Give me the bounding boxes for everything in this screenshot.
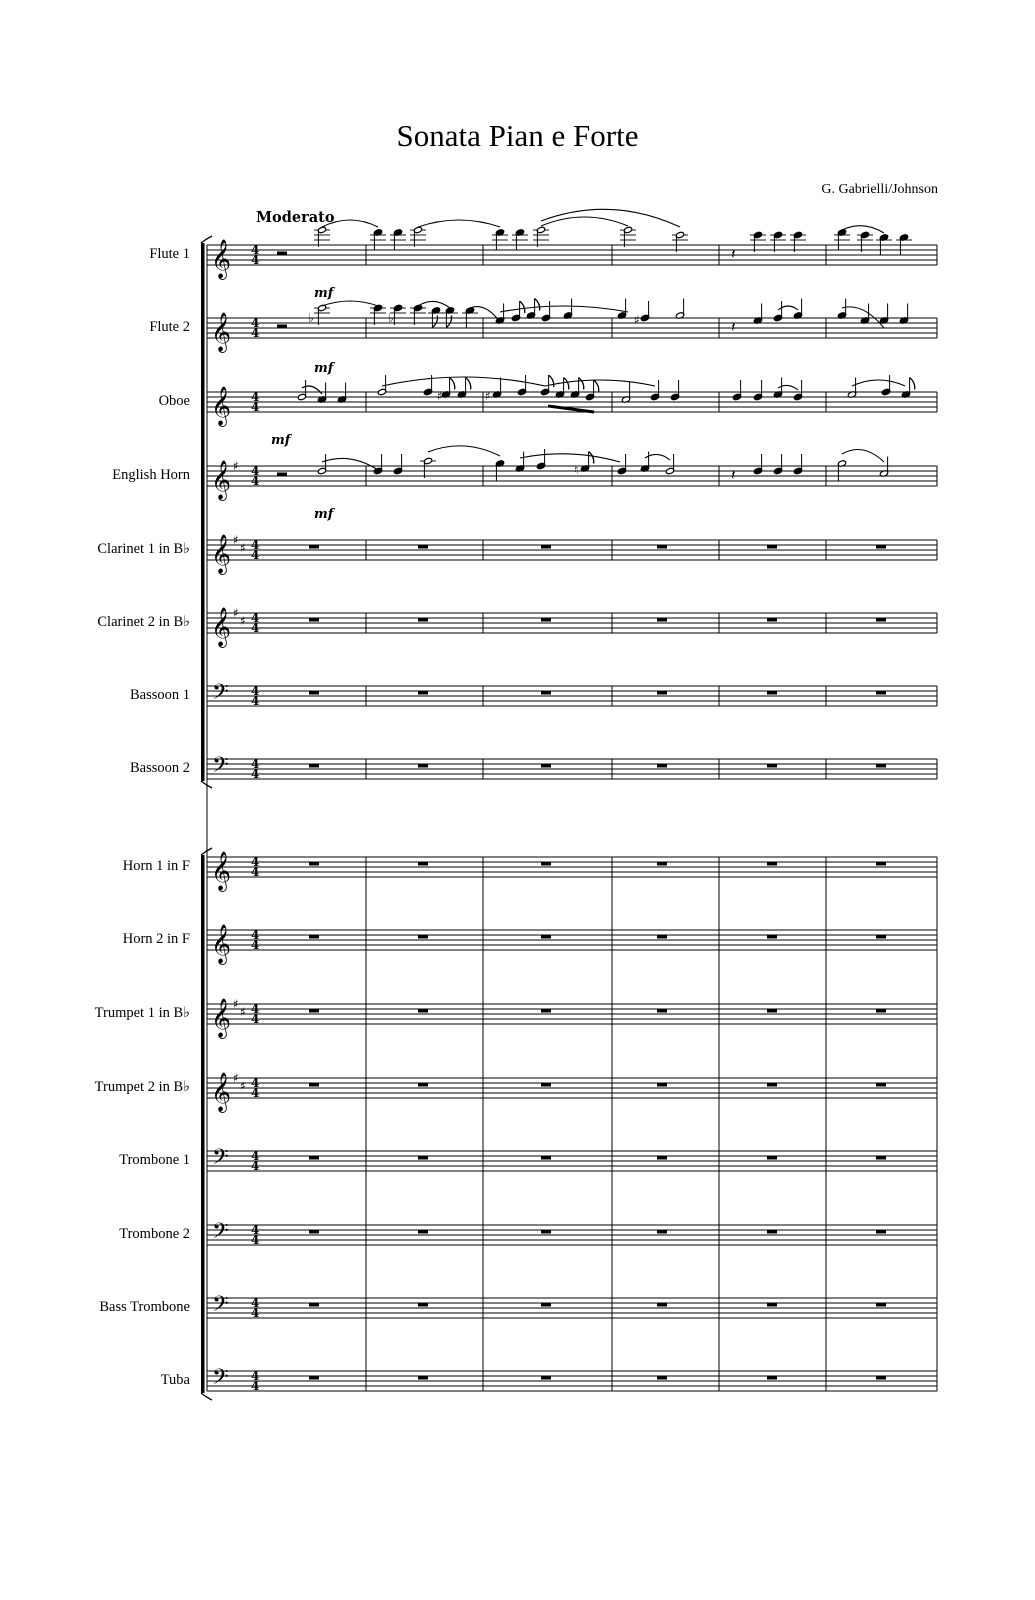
whole-rest bbox=[767, 691, 777, 695]
accidental-sharp: ♯ bbox=[634, 313, 640, 327]
note-flag bbox=[594, 380, 599, 392]
whole-rest bbox=[418, 545, 428, 549]
bracket-hook bbox=[201, 1393, 212, 1400]
slur bbox=[418, 220, 500, 227]
whole-rest bbox=[876, 1303, 886, 1307]
time-signature-numerator: 4 bbox=[251, 1002, 260, 1016]
key-signature-sharp: ♯ bbox=[240, 1079, 246, 1093]
time-signature-numerator: 4 bbox=[251, 684, 260, 698]
slur bbox=[322, 301, 378, 306]
bracket bbox=[201, 243, 205, 781]
note-flag bbox=[520, 301, 525, 313]
slur bbox=[428, 446, 500, 456]
whole-rest bbox=[657, 764, 667, 768]
treble-clef-icon: 𝄞 bbox=[211, 607, 232, 647]
treble-clef-icon: 𝄞 bbox=[211, 851, 232, 891]
time-signature-denominator: 4 bbox=[251, 865, 260, 879]
dynamic-marking: mf bbox=[314, 286, 334, 301]
instrument-label: Trombone 2 bbox=[119, 1226, 190, 1242]
whole-rest bbox=[541, 1156, 551, 1160]
whole-rest bbox=[767, 1376, 777, 1380]
whole-rest bbox=[418, 1083, 428, 1087]
whole-rest bbox=[767, 1009, 777, 1013]
slur bbox=[382, 377, 545, 386]
whole-rest bbox=[657, 691, 667, 695]
key-signature-sharp: ♯ bbox=[240, 614, 246, 628]
slur bbox=[470, 307, 500, 322]
time-signature-numerator: 4 bbox=[251, 316, 260, 330]
instrument-label: Flute 1 bbox=[149, 246, 190, 262]
treble-clef-icon: 𝄞 bbox=[211, 534, 232, 574]
whole-rest bbox=[541, 545, 551, 549]
whole-rest bbox=[657, 545, 667, 549]
tempo-marking: Moderato bbox=[256, 209, 335, 226]
time-signature-numerator: 4 bbox=[251, 464, 260, 478]
time-signature-numerator: 4 bbox=[251, 855, 260, 869]
whole-rest bbox=[418, 935, 428, 939]
whole-rest bbox=[657, 618, 667, 622]
note-flag bbox=[466, 378, 471, 390]
whole-rest bbox=[767, 764, 777, 768]
whole-rest bbox=[309, 1230, 319, 1234]
bass-clef-icon: 𝄢 bbox=[212, 1145, 229, 1175]
time-signature-denominator: 4 bbox=[251, 548, 260, 562]
key-signature-sharp: ♯ bbox=[240, 1005, 246, 1019]
quarter-rest: 𝄽 bbox=[731, 318, 736, 336]
quarter-rest: 𝄽 bbox=[731, 466, 736, 484]
whole-rest bbox=[309, 1009, 319, 1013]
quarter-rest: 𝄽 bbox=[731, 245, 736, 263]
time-signature-denominator: 4 bbox=[251, 621, 260, 635]
instrument-label: Horn 2 in F bbox=[122, 931, 190, 947]
whole-rest bbox=[541, 691, 551, 695]
note-flag bbox=[589, 452, 594, 464]
bass-clef-icon: 𝄢 bbox=[212, 680, 229, 710]
note-flag bbox=[450, 378, 455, 390]
accidental-sharp: ♯ bbox=[437, 389, 443, 403]
slur bbox=[778, 385, 798, 390]
dynamic-marking: mf bbox=[314, 361, 334, 376]
whole-rest bbox=[657, 1230, 667, 1234]
instrument-label: Trumpet 2 in B♭ bbox=[94, 1079, 190, 1095]
note-flag bbox=[432, 316, 437, 328]
whole-rest bbox=[541, 1230, 551, 1234]
bass-clef-icon: 𝄢 bbox=[212, 1219, 229, 1249]
time-signature-denominator: 4 bbox=[251, 400, 260, 414]
whole-rest bbox=[541, 1376, 551, 1380]
accidental-natural: ♮ bbox=[574, 463, 579, 477]
whole-rest bbox=[876, 1156, 886, 1160]
whole-rest bbox=[309, 1083, 319, 1087]
whole-rest bbox=[309, 545, 319, 549]
instrument-label: Clarinet 2 in B♭ bbox=[97, 614, 190, 630]
time-signature-denominator: 4 bbox=[251, 1306, 260, 1320]
dynamic-marking: mf bbox=[314, 507, 334, 522]
bass-clef-icon: 𝄢 bbox=[212, 1365, 229, 1395]
time-signature-denominator: 4 bbox=[251, 1159, 260, 1173]
key-signature-sharp: ♯ bbox=[233, 533, 239, 547]
time-signature-denominator: 4 bbox=[251, 694, 260, 708]
slur bbox=[852, 380, 905, 386]
whole-rest bbox=[657, 1009, 667, 1013]
slur bbox=[322, 458, 378, 470]
accidental-flat: ♭ bbox=[308, 311, 314, 325]
time-signature-denominator: 4 bbox=[251, 1233, 260, 1247]
whole-rest bbox=[657, 1083, 667, 1087]
whole-rest bbox=[541, 1083, 551, 1087]
whole-rest bbox=[876, 935, 886, 939]
whole-rest bbox=[309, 1156, 319, 1160]
slur bbox=[541, 217, 628, 226]
slur bbox=[545, 380, 655, 386]
whole-rest bbox=[876, 545, 886, 549]
whole-rest bbox=[541, 618, 551, 622]
treble-clef-icon: 𝄞 bbox=[211, 386, 232, 426]
half-rest bbox=[277, 325, 287, 329]
instrument-label: English Horn bbox=[112, 467, 190, 483]
key-signature-sharp: ♯ bbox=[233, 459, 239, 473]
whole-rest bbox=[418, 1156, 428, 1160]
instrument-label: Clarinet 1 in B♭ bbox=[97, 541, 190, 557]
key-signature-sharp: ♯ bbox=[233, 997, 239, 1011]
note-flag bbox=[535, 299, 540, 311]
whole-rest bbox=[309, 862, 319, 866]
slur bbox=[520, 454, 620, 462]
whole-rest bbox=[418, 691, 428, 695]
whole-rest bbox=[767, 545, 777, 549]
whole-rest bbox=[418, 862, 428, 866]
time-signature-numerator: 4 bbox=[251, 611, 260, 625]
bracket bbox=[201, 855, 205, 1393]
slur bbox=[541, 209, 680, 227]
instrument-label: Tuba bbox=[160, 1372, 190, 1388]
time-signature-denominator: 4 bbox=[251, 253, 260, 267]
key-signature-sharp: ♯ bbox=[240, 541, 246, 555]
whole-rest bbox=[657, 1303, 667, 1307]
treble-clef-icon: 𝄞 bbox=[211, 312, 232, 352]
whole-rest bbox=[767, 618, 777, 622]
treble-clef-icon: 𝄞 bbox=[211, 1072, 232, 1112]
instrument-label: Horn 1 in F bbox=[122, 858, 190, 874]
instrument-label: Bass Trombone bbox=[99, 1299, 190, 1315]
treble-clef-icon: 𝄞 bbox=[211, 998, 232, 1038]
time-signature-numerator: 4 bbox=[251, 243, 260, 257]
whole-rest bbox=[541, 1009, 551, 1013]
instrument-label: Flute 2 bbox=[149, 319, 190, 335]
whole-rest bbox=[418, 1303, 428, 1307]
whole-rest bbox=[876, 618, 886, 622]
time-signature-numerator: 4 bbox=[251, 538, 260, 552]
whole-rest bbox=[309, 764, 319, 768]
whole-rest bbox=[876, 764, 886, 768]
note-flag bbox=[446, 316, 451, 328]
slur bbox=[778, 306, 798, 310]
whole-rest bbox=[876, 1230, 886, 1234]
whole-rest bbox=[876, 1009, 886, 1013]
half-rest bbox=[277, 473, 287, 477]
whole-rest bbox=[418, 764, 428, 768]
time-signature-denominator: 4 bbox=[251, 767, 260, 781]
score-title: Sonata Pian e Forte bbox=[396, 118, 639, 153]
whole-rest bbox=[541, 862, 551, 866]
time-signature-numerator: 4 bbox=[251, 1223, 260, 1237]
time-signature-numerator: 4 bbox=[251, 1076, 260, 1090]
slur bbox=[418, 301, 450, 308]
whole-rest bbox=[767, 935, 777, 939]
dynamic-marking: mf bbox=[271, 433, 291, 448]
whole-rest bbox=[418, 1009, 428, 1013]
time-signature-numerator: 4 bbox=[251, 1149, 260, 1163]
whole-rest bbox=[309, 618, 319, 622]
bass-clef-icon: 𝄢 bbox=[212, 1292, 229, 1322]
whole-rest bbox=[767, 862, 777, 866]
slur bbox=[302, 386, 322, 394]
treble-clef-icon: 𝄞 bbox=[211, 924, 232, 964]
whole-rest bbox=[657, 935, 667, 939]
time-signature-denominator: 4 bbox=[251, 1379, 260, 1393]
time-signature-denominator: 4 bbox=[251, 474, 260, 488]
time-signature-denominator: 4 bbox=[251, 1012, 260, 1026]
key-signature-sharp: ♯ bbox=[233, 606, 239, 620]
whole-rest bbox=[309, 935, 319, 939]
bass-clef-icon: 𝄢 bbox=[212, 753, 229, 783]
whole-rest bbox=[767, 1230, 777, 1234]
time-signature-denominator: 4 bbox=[251, 938, 260, 952]
time-signature-numerator: 4 bbox=[251, 757, 260, 771]
whole-rest bbox=[767, 1083, 777, 1087]
instrument-label: Bassoon 2 bbox=[129, 760, 190, 776]
whole-rest bbox=[876, 1083, 886, 1087]
note-flag bbox=[579, 378, 584, 390]
whole-rest bbox=[657, 1156, 667, 1160]
treble-clef-icon: 𝄞 bbox=[211, 460, 232, 500]
time-signature-numerator: 4 bbox=[251, 390, 260, 404]
time-signature-numerator: 4 bbox=[251, 928, 260, 942]
time-signature-denominator: 4 bbox=[251, 326, 260, 340]
whole-rest bbox=[309, 1303, 319, 1307]
instrument-label: Bassoon 1 bbox=[129, 687, 190, 703]
whole-rest bbox=[541, 935, 551, 939]
whole-rest bbox=[657, 1376, 667, 1380]
whole-rest bbox=[309, 1376, 319, 1380]
half-rest bbox=[277, 252, 287, 256]
accidental-sharp: ♯ bbox=[485, 389, 491, 403]
instrument-label: Oboe bbox=[158, 393, 190, 409]
whole-rest bbox=[541, 1303, 551, 1307]
time-signature-numerator: 4 bbox=[251, 1296, 260, 1310]
whole-rest bbox=[418, 618, 428, 622]
whole-rest bbox=[767, 1156, 777, 1160]
treble-clef-icon: 𝄞 bbox=[211, 239, 232, 279]
note-flag bbox=[910, 378, 915, 390]
slur bbox=[842, 226, 884, 233]
whole-rest bbox=[876, 691, 886, 695]
whole-rest bbox=[876, 1376, 886, 1380]
whole-rest bbox=[309, 691, 319, 695]
whole-rest bbox=[657, 862, 667, 866]
slur bbox=[842, 450, 884, 463]
whole-rest bbox=[767, 1303, 777, 1307]
key-signature-sharp: ♯ bbox=[233, 1071, 239, 1085]
whole-rest bbox=[418, 1230, 428, 1234]
note-flag bbox=[564, 378, 569, 390]
accidental-flat: ♭ bbox=[388, 311, 394, 325]
time-signature-numerator: 4 bbox=[251, 1369, 260, 1383]
whole-rest bbox=[876, 862, 886, 866]
instrument-label: Trombone 1 bbox=[119, 1152, 190, 1168]
composer-credit: G. Gabrielli/Johnson bbox=[821, 182, 938, 197]
time-signature-denominator: 4 bbox=[251, 1086, 260, 1100]
whole-rest bbox=[418, 1376, 428, 1380]
whole-rest bbox=[541, 764, 551, 768]
instrument-label: Trumpet 1 in B♭ bbox=[94, 1005, 190, 1021]
slur bbox=[842, 307, 884, 328]
